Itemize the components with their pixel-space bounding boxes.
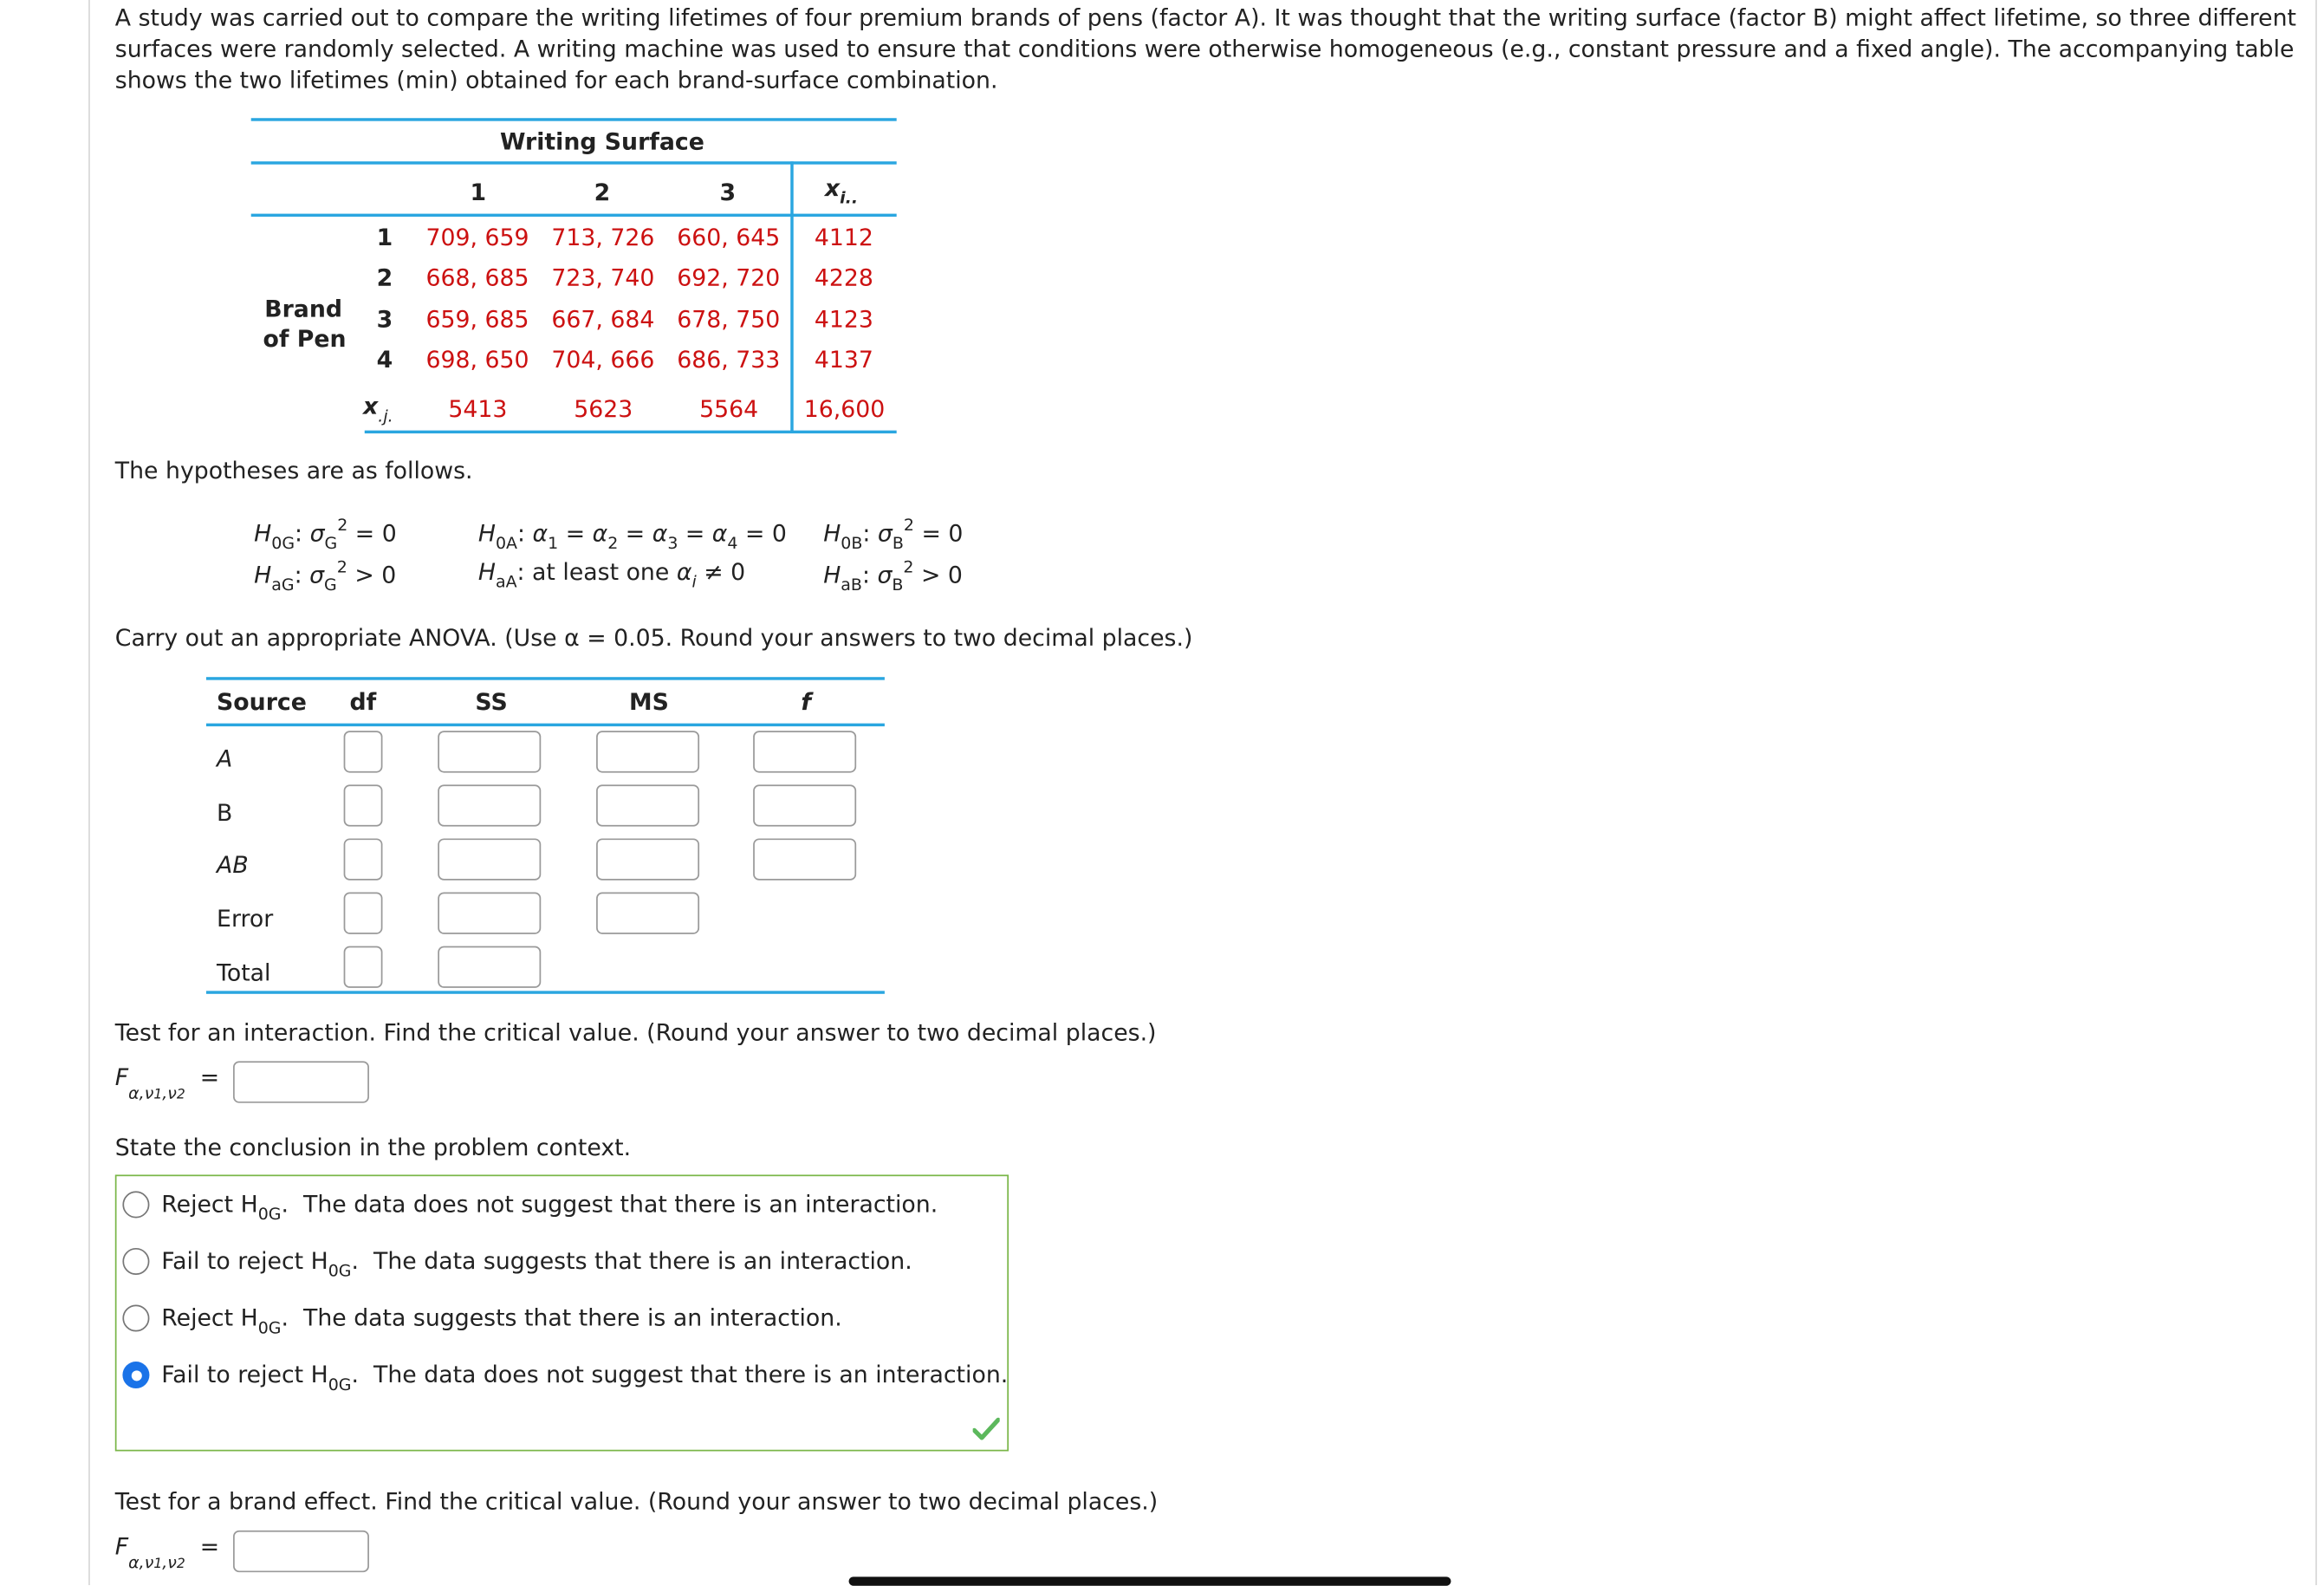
brand-number: 4 <box>376 347 393 374</box>
row-total: 4137 <box>814 347 873 374</box>
anova-top-rule <box>206 677 885 679</box>
critical-value-label-brand: $F_{\alpha,\nu 1,\nu 2}$ = <box>114 1533 220 1573</box>
brand-label-2: of Pen <box>263 325 347 353</box>
table-cell: 698, 650 <box>425 347 529 374</box>
table-top-rule <box>251 118 897 120</box>
radio-button[interactable] <box>122 1248 149 1275</box>
row-total-header: $x_{i..}$ <box>824 174 859 208</box>
hypotheses-intro: The hypotheses are as follows. <box>114 457 473 484</box>
table-cell: 667, 684 <box>551 306 655 334</box>
f-b-input[interactable] <box>753 784 856 826</box>
table-cell: 668, 685 <box>425 264 529 292</box>
col-total: 5623 <box>574 395 633 424</box>
radio-button[interactable] <box>122 1304 149 1331</box>
table-cell: 659, 685 <box>425 306 529 334</box>
anova-header-source: Source <box>217 688 307 717</box>
anova-source-total: Total <box>217 959 271 987</box>
ss-a-input[interactable] <box>438 731 541 772</box>
anova-source-a: A <box>217 745 233 773</box>
table-cell: 709, 659 <box>425 224 529 251</box>
ss-error-input[interactable] <box>438 893 541 934</box>
df-a-input[interactable] <box>344 731 383 772</box>
critical-value-brand-input[interactable] <box>233 1531 369 1572</box>
f-ab-input[interactable] <box>753 838 856 880</box>
radio-option-label[interactable]: Reject $H_{0G}$. The data suggests that there is an interaction. <box>161 1304 842 1338</box>
horizontal-scrollbar[interactable] <box>849 1576 1451 1585</box>
brand-effect-prompt: Test for a brand effect. Find the critical value. (Round your answer to two decimal places.) <box>114 1488 1159 1516</box>
col-total-label: $x_{.j.}$ <box>363 393 393 426</box>
ss-total-input[interactable] <box>438 946 541 988</box>
row-total: 4228 <box>814 264 873 292</box>
writing-surface-header: Writing Surface <box>500 128 704 156</box>
brand-number: 1 <box>376 224 393 251</box>
anova-source-b: B <box>217 799 233 827</box>
radio-button-selected[interactable] <box>122 1362 149 1388</box>
row-total: 4112 <box>814 224 873 251</box>
brand-label: Brand <box>264 296 343 323</box>
critical-value-interaction-input[interactable] <box>233 1061 369 1102</box>
brand-number: 2 <box>376 264 393 292</box>
checkmark-icon <box>973 1417 1000 1441</box>
ms-a-input[interactable] <box>596 731 699 772</box>
surface-col-1: 1 <box>470 179 487 206</box>
ss-ab-input[interactable] <box>438 838 541 880</box>
table-total-divider <box>790 161 793 432</box>
df-b-input[interactable] <box>344 784 383 826</box>
radio-button[interactable] <box>122 1191 149 1218</box>
table-cell: 723, 740 <box>551 264 655 292</box>
interaction-prompt: Test for an interaction. Find the critical value. (Round your answer to two decimal places.) <box>114 1019 1157 1047</box>
radio-option-label[interactable]: Reject $H_{0G}$. The data does not suggest that there is an interaction. <box>161 1191 938 1225</box>
surface-col-2: 2 <box>594 179 611 206</box>
anova-header-rule <box>206 724 885 726</box>
col-total: 5413 <box>448 395 508 424</box>
grand-total: 16,600 <box>803 395 886 424</box>
anova-bottom-rule <box>206 991 885 993</box>
anova-source-error: Error <box>217 906 274 933</box>
surface-col-3: 3 <box>719 179 737 206</box>
critical-value-label-interaction: $F_{\alpha,\nu 1,\nu 2}$ = <box>114 1063 220 1103</box>
haa: $H_{aA}$: at least one $\alpha_i \ne 0$ <box>477 558 746 592</box>
f-a-input[interactable] <box>753 731 856 772</box>
table-cell: 713, 726 <box>551 224 655 251</box>
table-bottom-rule <box>365 431 897 433</box>
h0g: $H_{0G}$: $\sigma_G^2 = 0$ <box>254 515 397 554</box>
h0a: $H_{0A}$: $\alpha_1 = \alpha_2 = \alpha_3 = \alpha_4 = 0$ <box>477 520 787 554</box>
ms-b-input[interactable] <box>596 784 699 826</box>
radio-option-label[interactable]: Fail to reject $H_{0G}$. The data does not suggest that there is an interaction. <box>161 1362 1009 1394</box>
table-cell: 692, 720 <box>677 264 781 292</box>
h0b: $H_{0B}$: $\sigma_B^2 = 0$ <box>823 515 964 554</box>
table-cell: 686, 733 <box>677 347 781 374</box>
table-header-rule <box>251 161 897 164</box>
anova-header-f: f <box>801 688 811 717</box>
conclusion-prompt: State the conclusion in the problem context. <box>114 1134 632 1161</box>
radio-option-label[interactable]: Fail to reject $H_{0G}$. The data suggests that there is an interaction. <box>161 1247 912 1281</box>
col-total: 5564 <box>699 395 759 424</box>
brand-number: 3 <box>376 306 393 334</box>
anova-source-ab: AB <box>217 851 249 880</box>
hab: $H_{aB}$: $\sigma_B^2 > 0$ <box>823 557 963 595</box>
hag: $H_{aG}$: $\sigma_G^2 > 0$ <box>254 557 397 595</box>
table-cell: 660, 645 <box>677 224 781 251</box>
ms-ab-input[interactable] <box>596 838 699 880</box>
table-body-rule <box>251 214 897 217</box>
row-total: 4123 <box>814 306 873 334</box>
table-cell: 678, 750 <box>677 306 781 334</box>
df-total-input[interactable] <box>344 946 383 988</box>
anova-instruction: Carry out an appropriate ANOVA. (Use α = 0.05. Round your answers to two decimal places.) <box>114 624 1193 652</box>
df-ab-input[interactable] <box>344 838 383 880</box>
anova-header-ms: MS <box>629 688 669 717</box>
problem-statement: A study was carried out to compare the writing lifetimes of four premium brands of pens (factor A). It was thought that the writing surface (factor B) might affect lifetime, so three different surfaces were randomly selected. A writing machine was used to ensure that conditions were otherwise homogeneous (e.g., constant pressure and a fixed angle). The accompanying table shows the two lifetimes (min) obtained for each brand-surface combination. <box>114 4 2296 94</box>
anova-header-df: df <box>349 688 377 717</box>
table-cell: 704, 666 <box>551 347 655 374</box>
ss-b-input[interactable] <box>438 784 541 826</box>
ms-error-input[interactable] <box>596 893 699 934</box>
anova-header-ss: SS <box>475 688 508 717</box>
df-error-input[interactable] <box>344 893 383 934</box>
